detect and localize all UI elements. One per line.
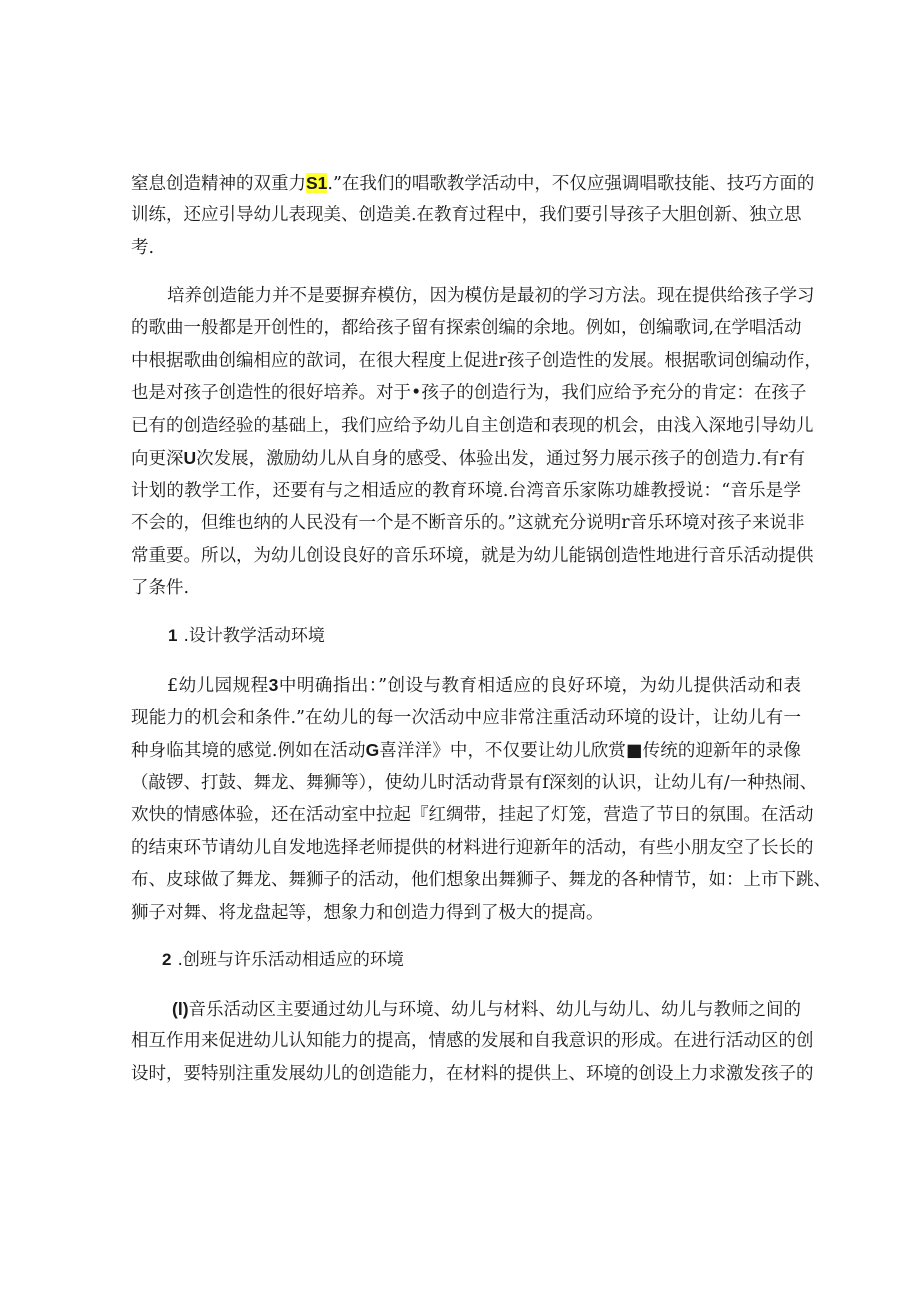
text-line: 计划的教学工作，还要有与之相适应的教育环境.台湾音乐家陈功雄教授说：“音乐是学 [131, 481, 801, 501]
text-line [131, 738, 801, 763]
text-span: 种身临其境的感觉.例如在活动 [131, 741, 366, 761]
text-line: 中根据歌曲创编相应的歆词，在很大程度上促进r孩子创造性的发展。根据歌词创编动作， [131, 351, 822, 371]
text-span: U [183, 448, 197, 468]
text-line: 欢快的情感体验，还在活动室中拉起『红绸带，挂起了灯笼，营造了节日的氛围。在活动 [131, 805, 814, 825]
text-span: 窒息创造精神的双重力 [131, 174, 306, 194]
text-line: 了条件. [131, 578, 190, 598]
section-heading [168, 624, 325, 648]
text-span: 传统的迎新年的录像 [642, 741, 802, 761]
highlighted-mark: S1 [306, 173, 328, 193]
text-line [167, 673, 801, 698]
text-line [172, 997, 801, 1022]
text-line: 常重要。所以，为幼儿创设良好的音乐环境，就是为幼儿能锅创造性地进行音乐活动提供 [131, 546, 814, 566]
text-span: £幼儿园规程 [167, 676, 269, 696]
square-glyph: ■ [625, 741, 643, 761]
text-span: G [365, 740, 380, 760]
text-line: 的结束环节请幼儿自发地选择老师提供的材料进行迎新年的活动，有些小朋友空了长长的 [131, 838, 814, 858]
text-line: 相互作用来促进幼儿认知能力的提高，情感的发展和自我意识的形成。在进行活动区的创 [131, 1031, 814, 1051]
text-line: 也是对孩子创造性的很好培养。对于•孩子的创造行为，我们应给予充分的肯定：在孩子 [131, 383, 807, 403]
text-span: 中明确指出：”创设与教育相适应的良好环境，为幼儿提供活动和表 [278, 676, 801, 696]
heading-number: 1 [168, 626, 178, 645]
text-span: 次发展，激励幼儿从自身的感受、体验出发，通过努力展示孩子的创造力.有r有 [196, 449, 806, 469]
text-line [131, 446, 806, 471]
text-line: 培养创造能力并不是要摒弃模仿，因为模仿是最初的学习方法。现在提供给孩子学习 [167, 286, 815, 306]
text-span: 向更深 [131, 449, 184, 469]
text-line: 布、皮球做了舞龙、舞狮子的活动，他们想象出舞狮子、舞龙的各种情节，如：上市下跳、 [131, 870, 831, 890]
text-line: 现能力的机会和条件.”在幼儿的每一次活动中应非常注重活动环境的设计，让幼儿有一 [131, 708, 801, 728]
heading-text: .设计教学活动环境 [183, 626, 325, 646]
heading-number: 2 [162, 950, 172, 969]
text-line: 的歌曲一般都是开创性的，都给孩子留有探索创编的余地。例如，创编歌词,在学唱活动 [131, 318, 802, 338]
text-line: 训练，还应引导幼儿表现美、创造美.在教育过程中，我们要引导孩子大胆创新、独立思 [131, 205, 802, 225]
text-line: （敲锣、打鼓、舞龙、舞狮等），使幼儿时活动背景有f深刻的认识，让幼儿有/一种热闹、 [131, 773, 818, 793]
text-line: 不会的，但维也纳的人民没有一个是不断音乐的。”这就充分说明r音乐环境对孩子来说非 [131, 513, 805, 533]
text-line [131, 171, 815, 196]
text-span: 音乐活动区主要通过幼儿与环境、幼儿与材料、幼儿与幼儿、幼儿与教师之间的 [188, 1000, 802, 1020]
list-marker: (l) [172, 999, 189, 1019]
text-line: 狮子对舞、将龙盘起等，想象力和创造力得到了极大的提高。 [131, 903, 604, 923]
text-line: 已有的创造经验的基础上，我们应给予幼儿自主创造和表现的机会，由浅入深地引导幼儿 [131, 416, 814, 436]
section-heading [162, 948, 404, 972]
text-span: 3 [268, 675, 279, 695]
text-line: 考. [131, 238, 155, 258]
text-span: 喜洋洋》中，不仅要让幼儿欣赏 [379, 741, 626, 761]
text-span: .”在我们的唱歌教学活动中，不仅应强调唱歌技能、技巧方面的 [327, 174, 815, 194]
text-line: 设时，要特别注重发展幼儿的创造能力，在材料的提供上、环境的创设上力求激发孩子的 [131, 1064, 814, 1084]
heading-text: .创班与许乐活动相适应的环境 [177, 950, 404, 970]
